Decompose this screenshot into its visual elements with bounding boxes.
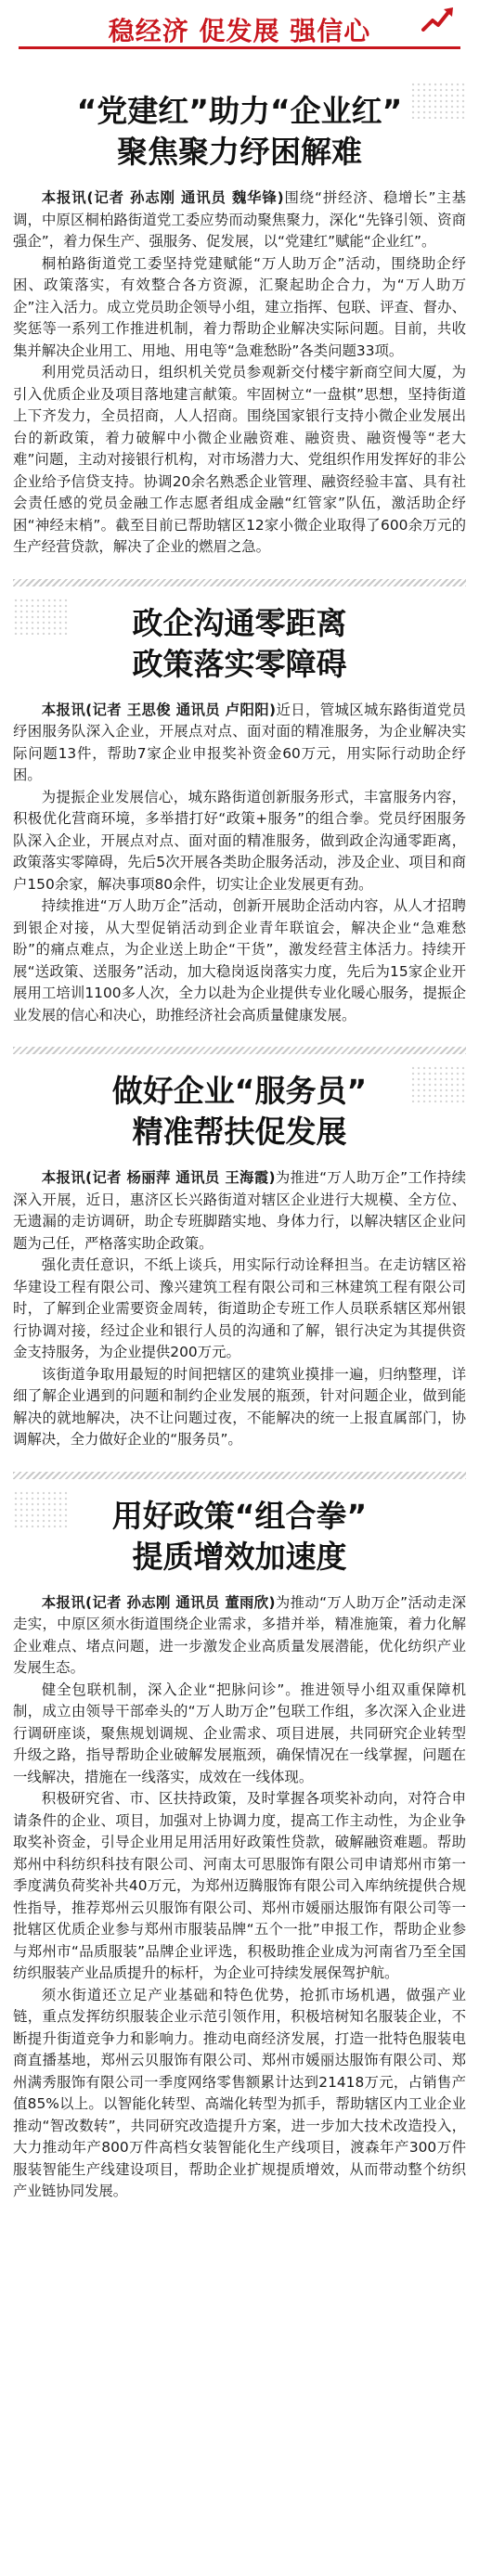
article-paragraph: 健全包联机制，深入企业“把脉问诊”。推进领导小组双重保障机制，成立由领导干部牵头的“万人助万企”包联工作组，多次深入企业进行调研座谈，聚焦规划调规、企业需求、项目进展，共同研究企业转型升级之路，指导帮助企业破解发展瓶颈，确保情况在一线掌握，问题在一线解决，措施在一线落实，成效在一线体现。 [13, 1681, 466, 1785]
article-body [13, 700, 466, 1027]
section-banner [13, 0, 466, 54]
section-divider [13, 1472, 466, 1479]
headline-line-1: 做好企业“服务员” [111, 1073, 368, 1109]
article-body [13, 1167, 466, 1451]
article-paragraph: 为提振企业发展信心，城东路街道创新服务形式，丰富服务内容，积极优化营商环境，多举措打好“政策+服务”的组合拳。党员纾困服务队深入企业，开展点对点、面对面的精准服务，做到政企沟通零距离，政策落实零障碍，先后5次开展各类助企服务活动，涉及企业、项目和商户150余家，解决事项80余件，切实让企业发展更有劲。 [13, 788, 466, 893]
article-body [13, 1592, 466, 2203]
headline-line-2: 精准帮扶促发展 [132, 1114, 347, 1150]
article-paragraph: 本报讯(记者 孙志刚 通讯员 董雨欣)为推动“万人助万企”活动走深走实，中原区须水街道围绕企业需求，多措并举，精准施策，着力化解企业难点、堵点问题，进一步激发企业高质量发展潜能，优化纺织产业发展生态。 [13, 1593, 466, 1676]
banner-title: 稳经济 促发展 强信心 [108, 16, 371, 46]
article-paragraph: 本报讯(记者 杨丽萍 通讯员 王海霞)为推进“万人助万企”工作持续深入开展，近日，惠济区长兴路街道对辖区企业进行大规模、全方位、无遗漏的走访调研，助企专班脚踏实地、身体力行，以解决辖区企业问题为己任，严格落实助企政策。 [13, 1169, 466, 1252]
article-body [13, 187, 466, 559]
article-paragraph: 利用党员活动日，组织机关党员参观新交付楼宇新商空间大厦，为引入优质企业及项目落地建言献策。牢固树立“一盘棋”思想，坚持街道上下齐发力，全员招商，人人招商。围绕国家银行支持小微企业发展出台的新政策，着力破解中小微企业融资难、融资贵、融资慢等“老大难”问题，主动对接银行机构，对市场潜力大、党组织作用发挥好的非公企业给予信贷支持。协调20余名熟悉企业管理、融资经验丰富、具有社会责任感的党员金融工作志愿者组成金融“红管家”队伍，激活助企纾困“神经末梢”。截至目前已帮助辖区12家小微企业取得了600余万元的生产经营贷款，解决了企业的燃眉之急。 [13, 364, 466, 555]
article-3 [13, 1071, 466, 1451]
article-headline [13, 603, 466, 685]
section-divider [13, 579, 466, 586]
byline: 本报讯(记者 孙志刚 通讯员 董雨欣) [41, 1593, 276, 1611]
article-paragraph: 积极研究省、市、区扶持政策，及时掌握各项奖补动向，对符合申请条件的企业、项目，加强对上协调力度，提高工作主动性，为企业争取奖补资金，引导企业用足用活用好政策性贷款，破解融资难题。帮助郑州中科纺织科技有限公司、河南太可思服饰有限公司申请郑州市第一季度满负荷奖补共40万元，为郑州迈腾服饰有限公司入库纳统提供合规性指导，推荐郑州云贝服饰有限公司、郑州市媛丽达服饰有限公司等一批辖区优质企业参与郑州市服装品牌“五个一批”申报工作，帮助企业参与郑州市“品质服装”品牌企业评选，积极助推企业成为河南省乃至全国纺织服装产业品质提升的标杆，为企业可持续发展保驾护航。 [13, 1790, 466, 1981]
byline: 本报讯(记者 王思俊 通讯员 卢阳阳) [41, 701, 277, 718]
byline: 本报讯(记者 杨丽萍 通讯员 王海霞) [41, 1169, 276, 1186]
byline: 本报讯(记者 孙志刚 通讯员 魏华锋) [41, 189, 284, 206]
headline-line-1: 用好政策“组合拳” [111, 1497, 368, 1534]
article-2 [13, 603, 466, 1027]
upward-arrow-icon [421, 6, 457, 33]
article-headline [13, 1496, 466, 1578]
section-divider [13, 1047, 466, 1054]
decorative-dots [13, 598, 69, 635]
article-headline [13, 91, 466, 173]
headline-line-2: 政策落实零障碍 [132, 645, 347, 682]
decorative-dots [13, 1490, 69, 1527]
headline-line-2: 提质增效加速度 [132, 1538, 347, 1575]
article-headline [13, 1071, 466, 1153]
decorative-dots [410, 1065, 466, 1102]
article-paragraph: 该街道争取用最短的时间把辖区的建筑业摸排一遍，归纳整理，详细了解企业遇到的问题和制约企业发展的瓶颈，针对问题企业，做到能解决的就地解决，决不让问题过夜，不能解决的统一上报直属部门，协调解决，全力做好企业的“服务员”。 [13, 1365, 466, 1448]
article-paragraph: 桐柏路街道党工委坚持党建赋能“万人助万企”活动，围绕助企纾困、政策落实，有效整合各方资源，汇聚起助企合力，为“万人助万企”注入活力。成立党员助企领导小组，建立指挥、包联、评查、督办、奖惩等一系列工作推进机制，着力帮助企业解决实际问题。目前，共收集并解决企业用工、用地、用电等“急难愁盼”各类问题33项。 [13, 254, 466, 359]
decorative-dots [410, 82, 466, 119]
article-1 [13, 91, 466, 559]
article-paragraph: 持续推进“万人助万企”活动，创新开展助企活动内容，从人才招聘到银企对接，从大型促销活动到企业青年联谊会，解决企业“急难愁盼”的痛点难点，为企业送上助企“干货”，激发经营主体活力。持续开展“送政策、送服务”活动，加大稳岗返岗落实力度，先后为15家企业开展用工培训1100多人次，全力以赴为企业提供专业化暖心服务，提振企业发展的信心和决心，助推经济社会高质量健康发展。 [13, 897, 466, 1024]
headline-line-2: 聚焦聚力纾困解难 [117, 134, 362, 170]
headline-line-1: “党建红”助力“企业红” [76, 93, 403, 129]
banner-rule [19, 46, 460, 49]
headline-line-1: 政企沟通零距离 [132, 604, 347, 641]
article-paragraph: 强化责任意识，不纸上谈兵，用实际行动诠释担当。在走访辖区裕华建设工程有限公司、豫兴建筑工程有限公司和三林建筑工程有限公司时，了解到企业需要资金周转，街道助企专班工作人员联系辖区郑州银行协调对接，经过企业和银行人员的沟通和了解，银行决定为其提供资金支持服务，为企业提供200万元。 [13, 1256, 466, 1360]
article-paragraph: 须水街道还立足产业基础和特色优势，抢抓市场机遇，做强产业链，重点发挥纺织服装企业示范引领作用，积极培树知名服装企业，不断提升街道竞争力和影响力。推动电商经济发展，打造一批特色服装电商直播基地，郑州云贝服饰有限公司、郑州市媛丽达服饰有限公司、郑州满秀服饰有限公司一季度网络零售额累计达到21418万元，占销售产值85%以上。以智能化转型、高端化转型为抓手，帮助辖区内工业企业推动“智改数转”，共同研究改造提升方案，进一步加大技术改造投入，大力推动年产800万件高档女装智能化生产线项目，渡森年产300万件服装智能生产线建设项目，帮助企业扩规提质增效，从而带动整个纺织产业链协同发展。 [13, 1986, 466, 2199]
article-paragraph: 本报讯(记者 孙志刚 通讯员 魏华锋)围绕“拼经济、稳增长”主基调，中原区桐柏路街道党工委应势而动聚焦聚力，深化“先锋引领、资商强企”，着力保生产、强服务、促发展，以“党建红”赋能“企业红”。 [13, 189, 466, 250]
article-paragraph: 本报讯(记者 王思俊 通讯员 卢阳阳)近日，管城区城东路街道党员纾困服务队深入企业，开展点对点、面对面的精准服务，为企业解决实际问题13件，帮助7家企业申报奖补资金60万元，用实际行动助企纾困。 [13, 701, 466, 783]
article-4 [13, 1496, 466, 2203]
